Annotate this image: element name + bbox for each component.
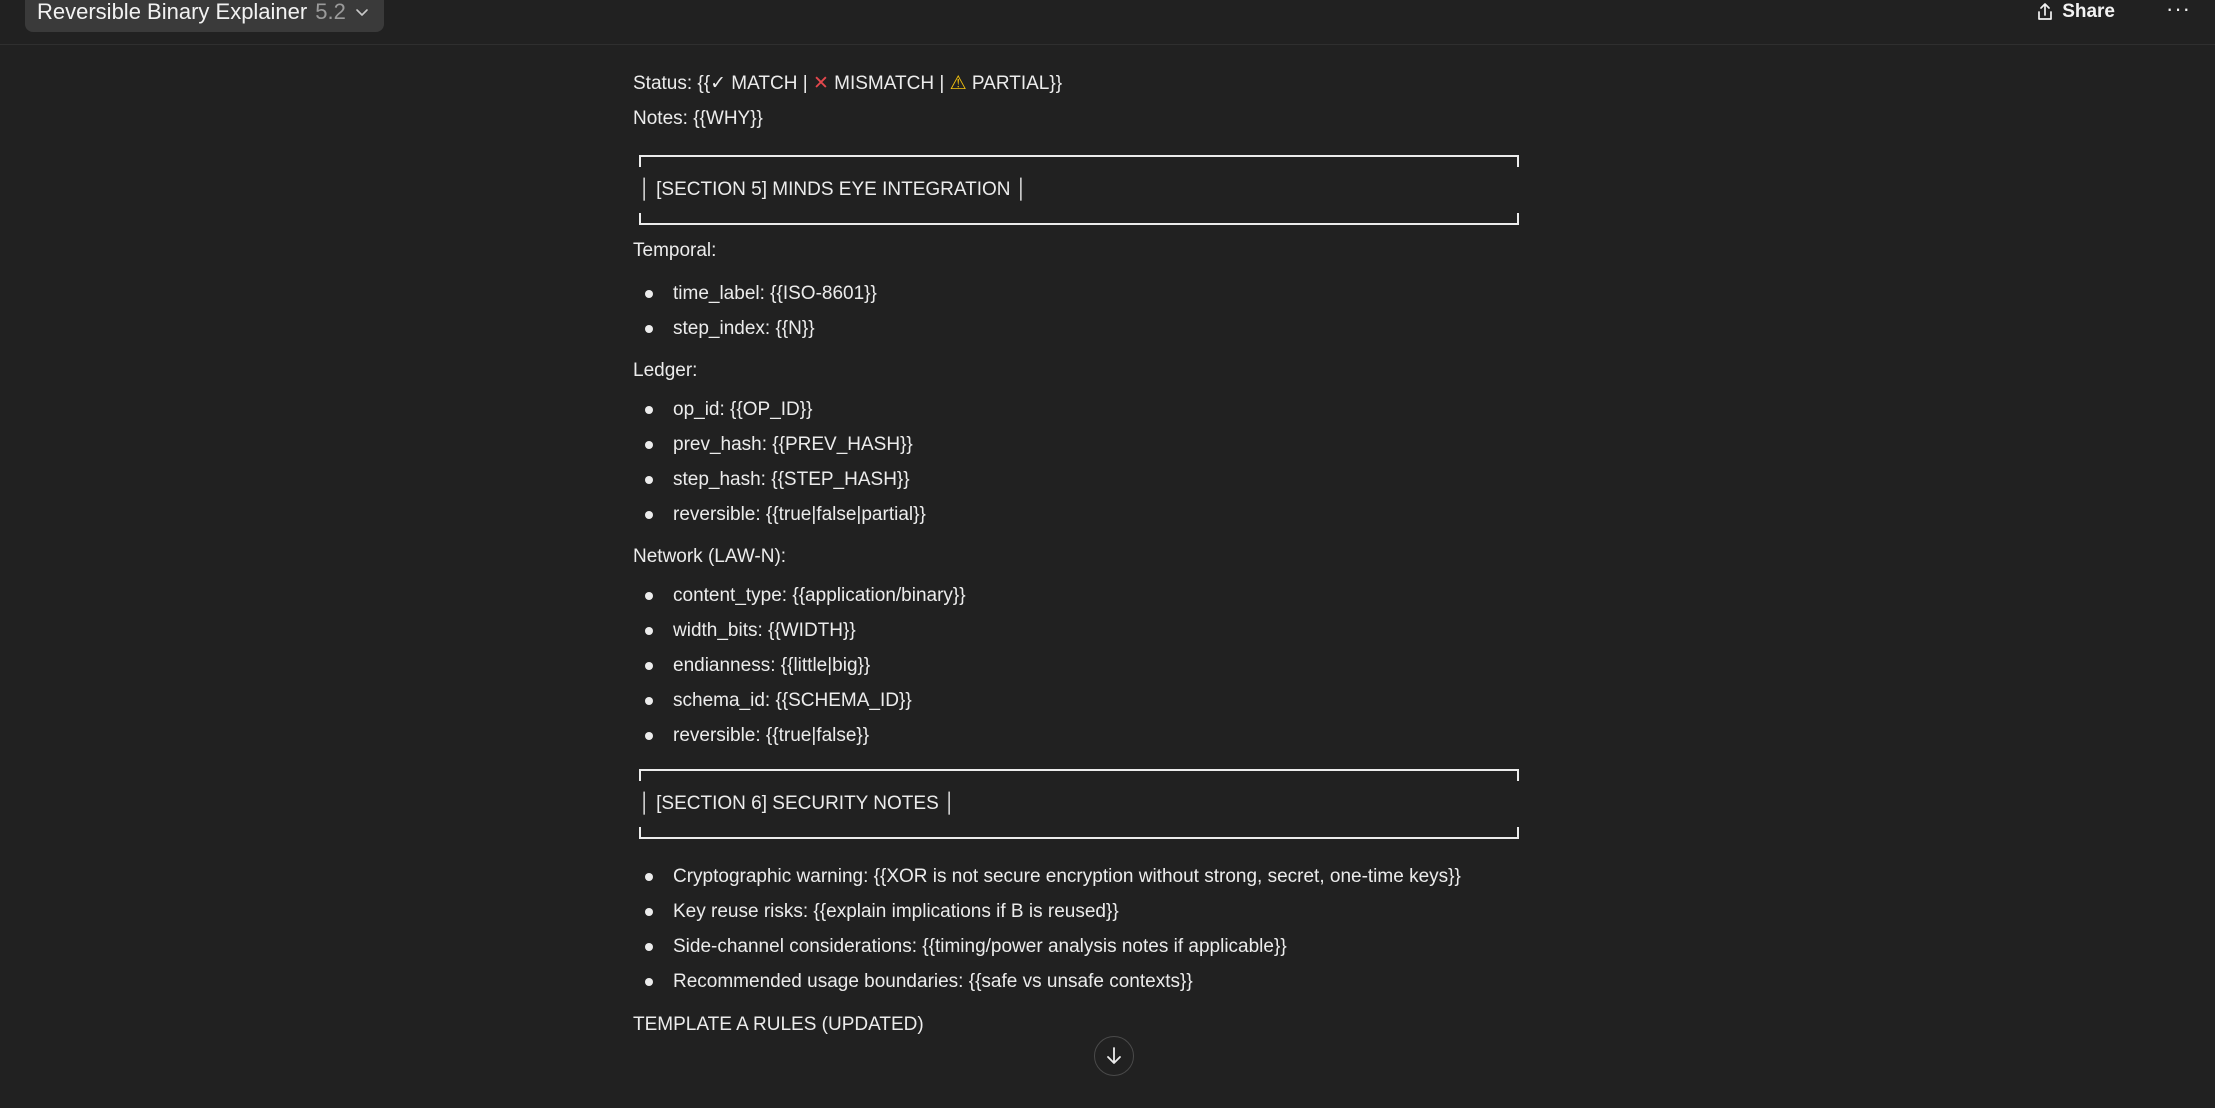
section-6-box <box>639 769 1519 839</box>
list-item: endianness: {{little|big}} <box>673 648 1533 683</box>
more-options-button[interactable]: ··· <box>2166 0 2191 21</box>
list-item: time_label: {{ISO-8601}} <box>673 276 1533 311</box>
box-top-border <box>639 769 1519 781</box>
security-notes-list <box>633 859 1533 999</box>
warning-icon: ⚠ <box>949 73 967 94</box>
chevron-down-icon <box>354 4 370 20</box>
share-button[interactable] <box>2036 0 2115 24</box>
template-rules-heading: TEMPLATE A RULES (UPDATED) <box>633 1014 924 1035</box>
status-prefix: Status: {{✓ MATCH | <box>633 73 813 94</box>
share-label: Share <box>2062 1 2115 22</box>
list-item: step_index: {{N}} <box>673 311 1533 346</box>
network-list <box>633 578 1533 753</box>
list-item: Recommended usage boundaries: {{safe vs unsafe contexts}} <box>673 964 1533 999</box>
scroll-to-bottom-button[interactable] <box>1094 1036 1134 1076</box>
list-item: width_bits: {{WIDTH}} <box>673 613 1533 648</box>
notes-line: Notes: {{WHY}} <box>633 108 763 129</box>
list-item: content_type: {{application/binary}} <box>673 578 1533 613</box>
box-bottom-border <box>639 213 1519 225</box>
top-bar <box>0 0 2215 45</box>
ledger-label: Ledger: <box>633 360 698 381</box>
status-partial: PARTIAL}} <box>966 73 1063 94</box>
model-version: 5.2 <box>315 0 346 24</box>
status-mismatch: MISMATCH | <box>828 73 950 94</box>
share-icon <box>2036 2 2054 22</box>
box-top-border <box>639 155 1519 167</box>
network-label: Network (LAW-N): <box>633 546 787 567</box>
list-item: Cryptographic warning: {{XOR is not secure encryption without strong, secret, one-time keys}} <box>673 859 1533 894</box>
list-item: schema_id: {{SCHEMA_ID}} <box>673 683 1533 718</box>
temporal-list <box>633 276 1533 346</box>
section-5-box <box>639 155 1519 225</box>
list-item: Side-channel considerations: {{timing/power analysis notes if applicable}} <box>673 929 1533 964</box>
ledger-list <box>633 392 1533 532</box>
list-item: op_id: {{OP_ID}} <box>673 392 1533 427</box>
box-bottom-border <box>639 827 1519 839</box>
temporal-label: Temporal: <box>633 240 717 261</box>
status-line <box>633 66 1533 101</box>
list-item: step_hash: {{STEP_HASH}} <box>673 462 1533 497</box>
list-item: Key reuse risks: {{explain implications if B is reused}} <box>673 894 1533 929</box>
cross-mark-icon: ✕ <box>812 73 829 94</box>
message-content <box>633 66 1533 1042</box>
model-selector-button[interactable] <box>25 0 384 32</box>
arrow-down-icon <box>1105 1046 1123 1066</box>
section-6-title: │ [SECTION 6] SECURITY NOTES │ <box>639 793 956 814</box>
list-item: reversible: {{true|false}} <box>673 718 1533 753</box>
model-name: Reversible Binary Explainer <box>37 0 308 24</box>
list-item: prev_hash: {{PREV_HASH}} <box>673 427 1533 462</box>
section-5-title: │ [SECTION 5] MINDS EYE INTEGRATION │ <box>639 179 1028 200</box>
list-item: reversible: {{true|false|partial}} <box>673 497 1533 532</box>
